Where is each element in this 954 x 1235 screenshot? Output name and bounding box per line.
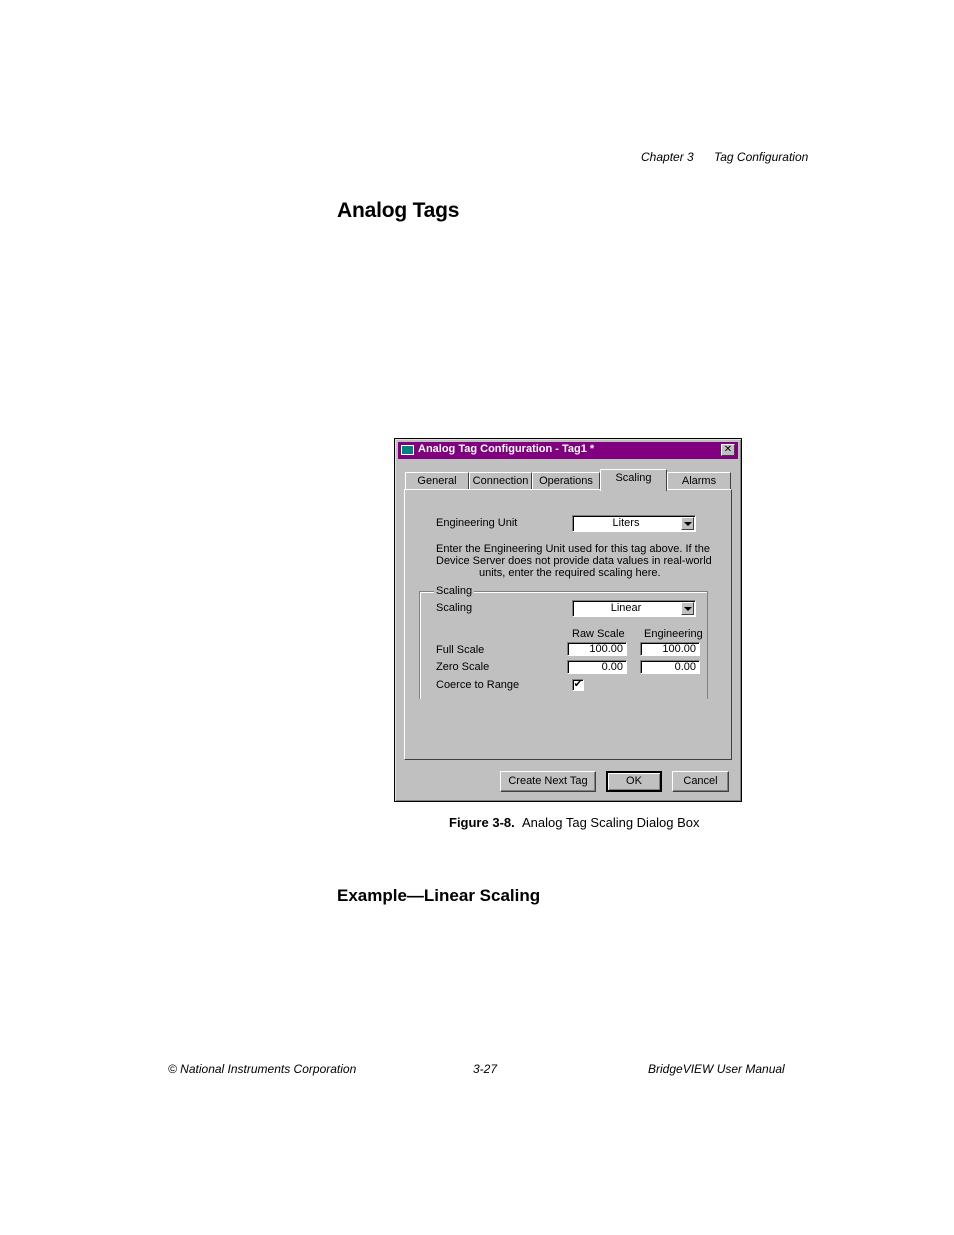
full-scale-label: Full Scale	[436, 644, 485, 656]
section-heading: Analog Tags	[337, 199, 460, 222]
tab-connection[interactable]: Connection	[469, 472, 532, 490]
chevron-down-icon[interactable]	[681, 517, 694, 530]
figure-title: Analog Tag Scaling Dialog Box	[521, 815, 700, 830]
footer-manual-title: BridgeVIEW User Manual	[648, 1062, 785, 1076]
help-text-line1: Enter the Engineering Unit used for this tag above. If the	[436, 543, 710, 555]
full-scale-raw-input[interactable]: 100.00	[567, 642, 627, 656]
cancel-button[interactable]: Cancel	[672, 771, 729, 792]
figure-number: Figure 3-8.	[449, 815, 515, 830]
zero-scale-label: Zero Scale	[436, 661, 490, 673]
engineering-unit-label: Engineering Unit	[436, 517, 518, 529]
tab-general[interactable]: General	[405, 472, 469, 490]
scaling-select[interactable]	[572, 600, 696, 617]
tab-operations[interactable]: Operations	[532, 472, 600, 490]
page-number: 3-27	[473, 1062, 498, 1076]
scaling-group-label: Scaling	[436, 585, 473, 597]
full-scale-eng-input[interactable]: 100.00	[640, 642, 700, 656]
footer-copyright: © National Instruments Corporation	[168, 1062, 357, 1076]
coerce-to-range-label: Coerce to Range	[436, 679, 520, 691]
coerce-to-range-checkbox[interactable]: ✔	[573, 679, 583, 690]
ok-button[interactable]: OK	[606, 771, 662, 792]
header-section: Tag Configuration	[714, 150, 809, 164]
example-heading: Example—Linear Scaling	[337, 886, 541, 905]
chevron-down-icon[interactable]	[681, 602, 694, 615]
header-chapter: Chapter 3	[641, 150, 694, 164]
scaling-label: Scaling	[436, 602, 473, 614]
engineering-unit-select[interactable]	[572, 515, 696, 532]
create-next-tag-button[interactable]: Create Next Tag	[500, 771, 596, 792]
help-text-line3: units, enter the required scaling here.	[479, 567, 661, 579]
close-icon[interactable]: ✕	[721, 444, 735, 456]
dialog-title: Analog Tag Configuration - Tag1 *	[418, 443, 595, 455]
help-text-line2: Device Server does not provide data values in real-world	[436, 555, 712, 567]
scaling-value: Linear	[610, 602, 642, 614]
raw-scale-header: Raw Scale	[572, 628, 625, 640]
app-icon	[401, 445, 414, 455]
engineering-header: Engineering	[644, 628, 703, 640]
dialog-titlebar[interactable]	[398, 442, 738, 459]
zero-scale-raw-input[interactable]: 0.00	[567, 660, 627, 674]
engineering-unit-value: Liters	[612, 517, 640, 529]
figure-caption	[449, 815, 700, 830]
tab-alarms[interactable]: Alarms	[667, 472, 731, 490]
zero-scale-eng-input[interactable]: 0.00	[640, 660, 700, 674]
tab-scaling[interactable]: Scaling	[600, 469, 667, 491]
